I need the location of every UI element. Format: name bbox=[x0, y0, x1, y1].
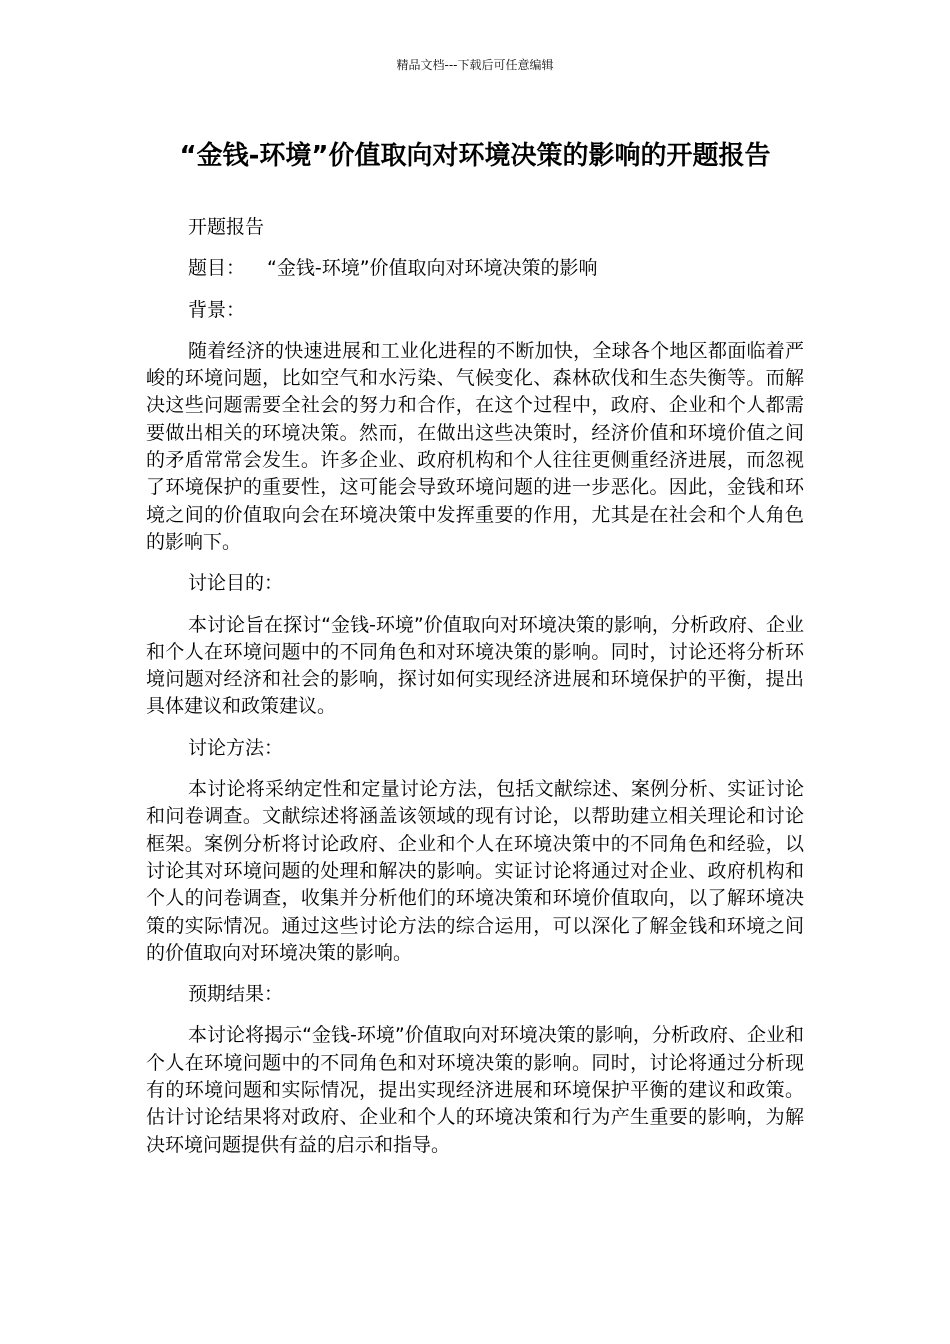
purpose-paragraph: 本讨论旨在探讨“金钱-环境”价值取向对环境决策的影响，分析政府、企业和个人在环境问题中的不同角色和对环境决策的影响。同时，讨论还将分析环境问题对经济和社会的影响，探讨如何实现经济进展和环境保护的平衡，提出具体建议和政策建议。 bbox=[146, 613, 804, 718]
page-header: 精品文档---下载后可任意编辑 bbox=[396, 58, 554, 72]
document-body bbox=[146, 214, 804, 1173]
method-heading: 讨论方法： bbox=[188, 736, 284, 759]
topic-line bbox=[146, 255, 804, 282]
background-heading: 背景： bbox=[188, 298, 246, 321]
background-paragraph: 随着经济的快速进展和工业化进程的不断加快，全球各个地区都面临着严峻的环境问题，比如空气和水污染、气候变化、森林砍伐和生态失衡等。而解决这些问题需要全社会的努力和合作，在这个过程中，政府、企业和个人都需要做出相关的环境决策。然而，在做出这些决策时，经济价值和环境价值之间的矛盾常常会发生。许多企业、政府机构和个人往往更侧重经济进展，而忽视了环境保护的重要性，这可能会导致环境问题的进一步恶化。因此，金钱和环境之间的价值取向会在环境决策中发挥重要的作用，尤其是在社会和个人角色的影响下。 bbox=[146, 339, 804, 553]
topic-label: 题目： bbox=[188, 257, 246, 280]
results-heading: 预期结果： bbox=[188, 983, 284, 1006]
results-paragraph: 本讨论将揭示“金钱-环境”价值取向对环境决策的影响，分析政府、企业和个人在环境问题中的不同角色和对环境决策的影响。同时，讨论将通过分析现有的环境问题和实际情况，提出实现经济进展和环境保护平衡的建议和政策。估计讨论结果将对政府、企业和个人的环境决策和行为产生重要的影响，为解决环境问题提供有益的启示和指导。 bbox=[146, 1024, 804, 1156]
report-label: 开题报告 bbox=[188, 216, 265, 238]
document-title: “金钱-环境”价值取向对环境决策的影响的开题报告 bbox=[179, 141, 771, 171]
purpose-heading: 讨论目的： bbox=[188, 572, 284, 595]
method-paragraph: 本讨论将采纳定性和定量讨论方法，包括文献综述、案例分析、实证讨论和问卷调查。文献综述将涵盖该领域的现有讨论，以帮助建立相关理论和讨论框架。案例分析将讨论政府、企业和个人在环境决策中的不同角色和经验，以讨论其对环境问题的处理和解决的影响。实证讨论将通过对企业、政府机构和个人的问卷调查，收集并分析他们的环境决策和环境价值取向，以了解环境决策的实际情况。通过这些讨论方法的综合运用，可以深化了解金钱和环境之间的价值取向对环境决策的影响。 bbox=[146, 778, 804, 964]
topic-value: “金钱-环境”价值取向对环境决策的影响 bbox=[267, 257, 598, 280]
